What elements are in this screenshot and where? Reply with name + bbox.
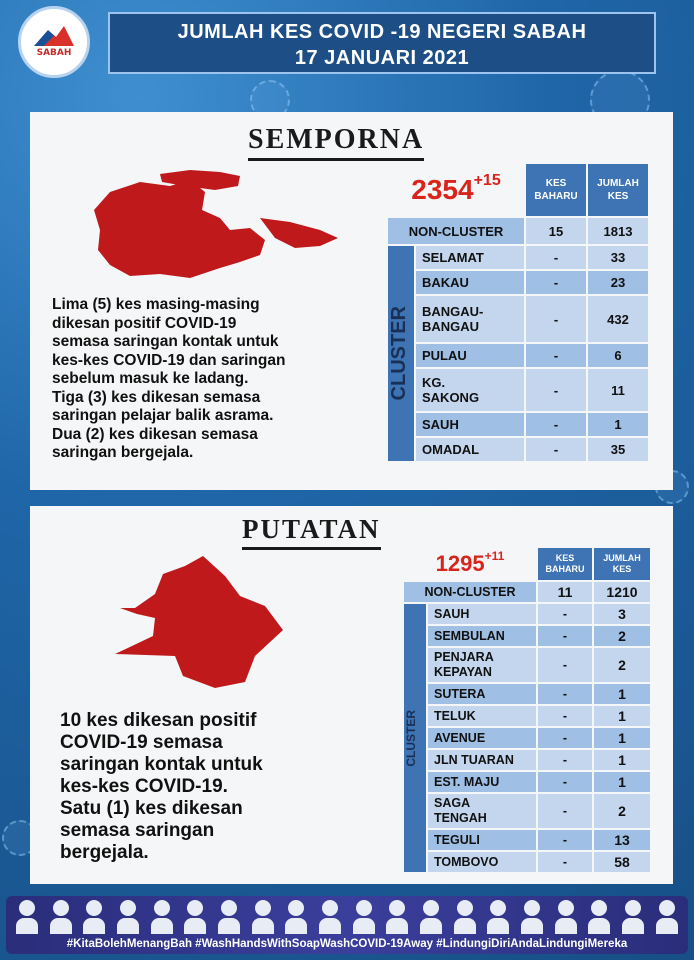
non-cluster-new: 11: [538, 582, 592, 602]
person-icon: [285, 900, 307, 934]
person-icon: [420, 900, 442, 934]
non-cluster-label: NON-CLUSTER: [404, 582, 536, 602]
person-icon: [83, 900, 105, 934]
table-row: CLUSTER SELAMAT - 33: [388, 246, 648, 269]
putatan-panel: [30, 506, 673, 884]
person-icon: [151, 900, 173, 934]
hashtags: #KitaBolehMenangBah #WashHandsWithSoapWashCOVID-19Away #LindungiDiriAndaLindungiMereka: [66, 938, 628, 950]
mountain-icon: [34, 26, 74, 46]
cluster-label: CLUSTER: [404, 604, 426, 872]
table-row: TELUK - 1: [404, 706, 650, 726]
non-cluster-total: 1210: [594, 582, 650, 602]
table-row: PENJARA KEPAYAN - 2: [404, 648, 650, 682]
person-icon: [588, 900, 610, 934]
frontliner-icons: [16, 900, 678, 934]
person-icon: [555, 900, 577, 934]
cluster-label: CLUSTER: [388, 246, 414, 461]
semporna-table: [386, 162, 650, 463]
person-icon: [252, 900, 274, 934]
col-kes-baharu: KES BAHARU: [538, 548, 592, 580]
non-cluster-label: NON-CLUSTER: [388, 218, 524, 244]
table-row: BAKAU - 23: [388, 271, 648, 294]
semporna-map: [90, 170, 340, 280]
sabah-logo: [18, 6, 90, 78]
person-icon: [117, 900, 139, 934]
district-heading: SEMPORNA: [248, 124, 424, 161]
putatan-description: 10 kes dikesan positif COVID-19 semasa saringan kontak untuk kes-kes COVID-19. Satu (1) kes dikesan semasa saringan bergejala.: [60, 710, 263, 863]
person-icon: [386, 900, 408, 934]
table-row: BANGAU-BANGAU - 432: [388, 296, 648, 342]
table-row: PULAU - 6: [388, 344, 648, 367]
table-row: TEGULI - 13: [404, 830, 650, 850]
table-row: JLN TUARAN - 1: [404, 750, 650, 770]
person-icon: [622, 900, 644, 934]
person-icon: [487, 900, 509, 934]
putatan-map: [115, 556, 285, 691]
putatan-table: [402, 546, 652, 874]
person-icon: [353, 900, 375, 934]
table-row: KG. SAKONG - 11: [388, 369, 648, 411]
table-row: SAUH - 1: [388, 413, 648, 436]
footer-banner: [6, 896, 688, 954]
table-row: AVENUE - 1: [404, 728, 650, 748]
person-icon: [319, 900, 341, 934]
semporna-description: Lima (5) kes masing-masing dikesan positif COVID-19 semasa saringan kontak untuk kes-kes COVID-19 dan saringan sebelum masuk ke ladang. Tiga (3) kes dikesan semasa saringan pelajar balik asrama. Dua (2) kes dikesan semasa saringan bergejala.: [52, 296, 286, 461]
table-row: SUTERA - 1: [404, 684, 650, 704]
person-icon: [50, 900, 72, 934]
col-jumlah-kes: JUMLAH KES: [594, 548, 650, 580]
logo-text: SABAH: [36, 48, 72, 58]
person-icon: [16, 900, 38, 934]
col-jumlah-kes: JUMLAH KES: [588, 164, 648, 216]
person-icon: [656, 900, 678, 934]
person-icon: [521, 900, 543, 934]
person-icon: [454, 900, 476, 934]
non-cluster-new: 15: [526, 218, 586, 244]
col-kes-baharu: KES BAHARU: [526, 164, 586, 216]
person-icon: [184, 900, 206, 934]
table-row: EST. MAJU - 1: [404, 772, 650, 792]
page-title: [108, 12, 656, 74]
table-row: SAGA TENGAH - 2: [404, 794, 650, 828]
title-line1: JUMLAH KES COVID -19 NEGERI SABAH: [177, 21, 587, 43]
person-icon: [218, 900, 240, 934]
table-row: CLUSTER SAUH - 3: [404, 604, 650, 624]
total-count: $2354^{+15}$: [411, 172, 501, 205]
total-count: $1295^{+11}$: [435, 549, 505, 576]
non-cluster-total: 1813: [588, 218, 648, 244]
title-line2: 17 JANUARI 2021: [294, 47, 470, 69]
table-row: SEMBULAN - 2: [404, 626, 650, 646]
table-row: TOMBOVO - 58: [404, 852, 650, 872]
district-heading: PUTATAN: [242, 514, 381, 550]
table-row: OMADAL - 35: [388, 438, 648, 461]
semporna-panel: [30, 112, 673, 490]
